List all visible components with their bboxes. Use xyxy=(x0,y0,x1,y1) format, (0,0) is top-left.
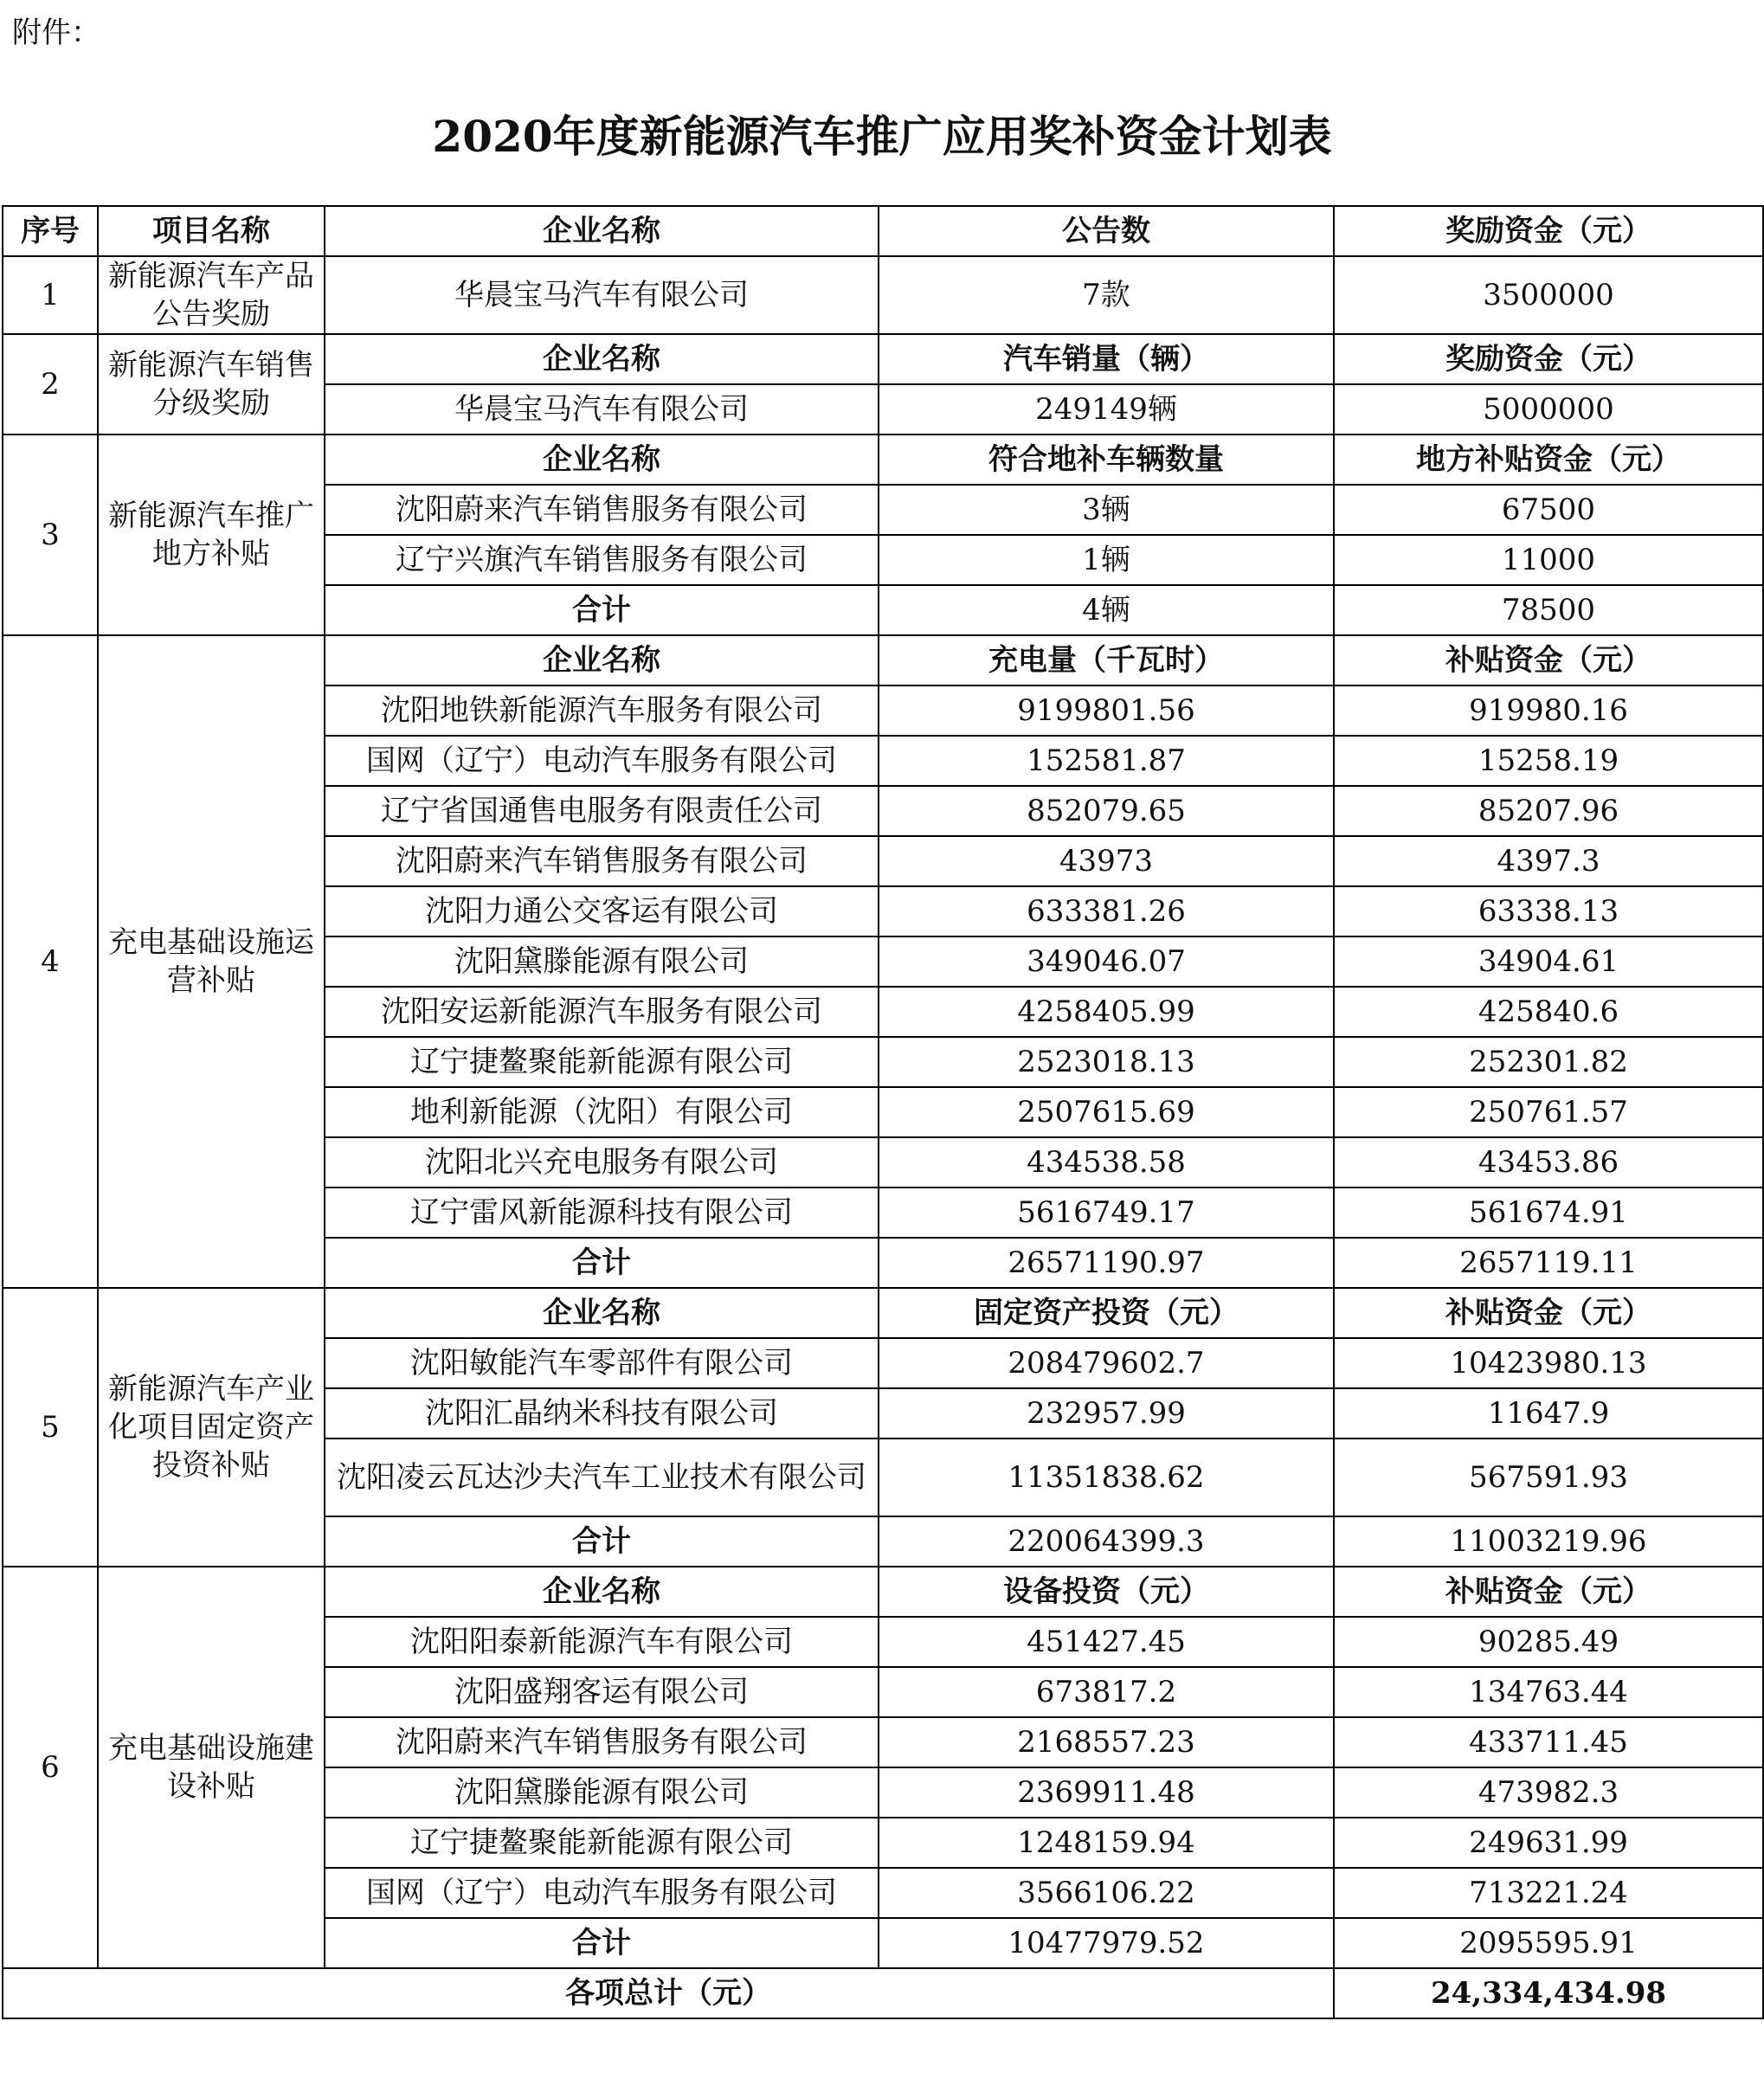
value-cell: 43453.86 xyxy=(1334,1137,1763,1188)
value-cell: 4辆 xyxy=(879,585,1334,635)
company-cell: 沈阳蔚来汽车销售服务有限公司 xyxy=(325,836,879,886)
value-cell: 425840.6 xyxy=(1334,987,1763,1037)
section-header-row xyxy=(3,1288,1763,1338)
value-cell: 3566106.22 xyxy=(879,1868,1334,1918)
attachment-label: 附件： xyxy=(12,16,100,50)
value-cell: 561674.91 xyxy=(1334,1188,1763,1238)
value-cell: 249631.99 xyxy=(1334,1818,1763,1868)
value-cell: 919980.16 xyxy=(1334,685,1763,736)
value-cell: 11003219.96 xyxy=(1334,1516,1763,1567)
value-cell: 10423980.13 xyxy=(1334,1338,1763,1388)
value-cell: 2168557.23 xyxy=(879,1717,1334,1767)
company-cell: 沈阳地铁新能源汽车服务有限公司 xyxy=(325,685,879,736)
value-cell: 63338.13 xyxy=(1334,886,1763,937)
value-cell: 11351838.62 xyxy=(879,1439,1334,1516)
value-cell: 252301.82 xyxy=(1334,1037,1763,1087)
value-cell: 567591.93 xyxy=(1334,1439,1763,1516)
company-cell: 华晨宝马汽车有限公司 xyxy=(325,256,879,334)
value-cell: 2507615.69 xyxy=(879,1087,1334,1137)
subtotal-label: 合计 xyxy=(325,1238,879,1288)
value-cell: 451427.45 xyxy=(879,1617,1334,1667)
value-cell: 5000000 xyxy=(1334,384,1763,434)
company-cell: 沈阳汇晶纳米科技有限公司 xyxy=(325,1388,879,1439)
subtotal-label: 合计 xyxy=(325,1918,879,1968)
value-cell: 10477979.52 xyxy=(879,1918,1334,1968)
company-cell: 辽宁捷鳌聚能新能源有限公司 xyxy=(325,1037,879,1087)
grand-total-row xyxy=(3,1968,1763,2018)
subheader-col3: 地方补贴资金（元） xyxy=(1334,434,1763,485)
header-project: 项目名称 xyxy=(98,206,325,256)
project-cell: 新能源汽车产业化项目固定资产投资补贴 xyxy=(98,1288,325,1567)
company-cell: 辽宁雷风新能源科技有限公司 xyxy=(325,1188,879,1238)
section-header-row xyxy=(3,434,1763,485)
header-company: 企业名称 xyxy=(325,206,879,256)
subtotal-label: 合计 xyxy=(325,1516,879,1567)
project-cell: 新能源汽车推广地方补贴 xyxy=(98,434,325,635)
value-cell: 633381.26 xyxy=(879,886,1334,937)
value-cell: 433711.45 xyxy=(1334,1717,1763,1767)
subheader-company: 企业名称 xyxy=(325,1567,879,1617)
subheader-col3: 补贴资金（元） xyxy=(1334,635,1763,685)
company-cell: 沈阳阳泰新能源汽车有限公司 xyxy=(325,1617,879,1667)
subheader-col2: 充电量（千瓦时） xyxy=(879,635,1334,685)
value-cell: 713221.24 xyxy=(1334,1868,1763,1918)
subtotal-label: 合计 xyxy=(325,585,879,635)
subheader-col3: 补贴资金（元） xyxy=(1334,1288,1763,1338)
subheader-col3: 奖励资金（元） xyxy=(1334,334,1763,384)
company-cell: 华晨宝马汽车有限公司 xyxy=(325,384,879,434)
value-cell: 43973 xyxy=(879,836,1334,886)
company-cell: 沈阳敏能汽车零部件有限公司 xyxy=(325,1338,879,1388)
value-cell: 3辆 xyxy=(879,485,1334,535)
company-cell: 沈阳力通公交客运有限公司 xyxy=(325,886,879,937)
subsidy-table xyxy=(2,205,1764,2019)
value-cell: 11000 xyxy=(1334,535,1763,585)
value-cell: 250761.57 xyxy=(1334,1087,1763,1137)
company-cell: 辽宁省国通售电服务有限责任公司 xyxy=(325,786,879,836)
reward-cell: 3500000 xyxy=(1334,256,1763,334)
grand-total-value: 24,334,434.98 xyxy=(1334,1968,1763,2018)
value-cell: 208479602.7 xyxy=(879,1338,1334,1388)
company-cell: 沈阳蔚来汽车销售服务有限公司 xyxy=(325,1717,879,1767)
section-header-row xyxy=(3,635,1763,685)
company-cell: 沈阳盛翔客运有限公司 xyxy=(325,1667,879,1717)
grand-total-label: 各项总计（元） xyxy=(3,1968,1334,2018)
header-seq: 序号 xyxy=(3,206,98,256)
value-cell: 26571190.97 xyxy=(879,1238,1334,1288)
project-cell: 新能源汽车产品公告奖励 xyxy=(98,256,325,334)
subheader-col2: 汽车销量（辆） xyxy=(879,334,1334,384)
seq-cell: 2 xyxy=(3,334,98,434)
section-header-row xyxy=(3,334,1763,384)
value-cell: 249149辆 xyxy=(879,384,1334,434)
value-cell: 152581.87 xyxy=(879,736,1334,786)
subheader-col2: 设备投资（元） xyxy=(879,1567,1334,1617)
value-cell: 434538.58 xyxy=(879,1137,1334,1188)
value-cell: 673817.2 xyxy=(879,1667,1334,1717)
value-cell: 473982.3 xyxy=(1334,1767,1763,1818)
value-cell: 67500 xyxy=(1334,485,1763,535)
company-cell: 国网（辽宁）电动汽车服务有限公司 xyxy=(325,736,879,786)
value-cell: 2523018.13 xyxy=(879,1037,1334,1087)
value-cell: 34904.61 xyxy=(1334,937,1763,987)
value-cell: 4397.3 xyxy=(1334,836,1763,886)
company-cell: 沈阳黛滕能源有限公司 xyxy=(325,937,879,987)
project-cell: 充电基础设施运营补贴 xyxy=(98,635,325,1288)
subheader-company: 企业名称 xyxy=(325,434,879,485)
value-cell: 85207.96 xyxy=(1334,786,1763,836)
value-cell: 9199801.56 xyxy=(879,685,1334,736)
header-count: 公告数 xyxy=(879,206,1334,256)
seq-cell: 6 xyxy=(3,1567,98,1968)
project-cell: 新能源汽车销售分级奖励 xyxy=(98,334,325,434)
value-cell: 90285.49 xyxy=(1334,1617,1763,1667)
company-cell: 辽宁兴旗汽车销售服务有限公司 xyxy=(325,535,879,585)
subheader-col2: 符合地补车辆数量 xyxy=(879,434,1334,485)
value-cell: 2095595.91 xyxy=(1334,1918,1763,1968)
company-cell: 沈阳蔚来汽车销售服务有限公司 xyxy=(325,485,879,535)
company-cell: 沈阳北兴充电服务有限公司 xyxy=(325,1137,879,1188)
project-cell: 充电基础设施建设补贴 xyxy=(98,1567,325,1968)
value-cell: 15258.19 xyxy=(1334,736,1763,786)
value-cell: 4258405.99 xyxy=(879,987,1334,1037)
seq-cell: 1 xyxy=(3,256,98,334)
subheader-col3: 补贴资金（元） xyxy=(1334,1567,1763,1617)
value-cell: 2369911.48 xyxy=(879,1767,1334,1818)
company-cell: 沈阳黛滕能源有限公司 xyxy=(325,1767,879,1818)
header-reward: 奖励资金（元） xyxy=(1334,206,1763,256)
table-row xyxy=(3,256,1763,334)
value-cell: 5616749.17 xyxy=(879,1188,1334,1238)
seq-cell: 3 xyxy=(3,434,98,635)
value-cell: 1辆 xyxy=(879,535,1334,585)
value-cell: 134763.44 xyxy=(1334,1667,1763,1717)
value-cell: 11647.9 xyxy=(1334,1388,1763,1439)
company-cell: 地利新能源（沈阳）有限公司 xyxy=(325,1087,879,1137)
subheader-col2: 固定资产投资（元） xyxy=(879,1288,1334,1338)
company-cell: 辽宁捷鳌聚能新能源有限公司 xyxy=(325,1818,879,1868)
count-cell: 7款 xyxy=(879,256,1334,334)
company-cell: 国网（辽宁）电动汽车服务有限公司 xyxy=(325,1868,879,1918)
subheader-company: 企业名称 xyxy=(325,635,879,685)
header-row xyxy=(3,206,1763,256)
value-cell: 349046.07 xyxy=(879,937,1334,987)
page-title: 2020年度新能源汽车推广应用奖补资金计划表 xyxy=(432,111,1332,162)
section-header-row xyxy=(3,1567,1763,1617)
value-cell: 232957.99 xyxy=(879,1388,1334,1439)
subheader-company: 企业名称 xyxy=(325,334,879,384)
company-cell: 沈阳凌云瓦达沙夫汽车工业技术有限公司 xyxy=(325,1439,879,1516)
subheader-company: 企业名称 xyxy=(325,1288,879,1338)
value-cell: 852079.65 xyxy=(879,786,1334,836)
value-cell: 78500 xyxy=(1334,585,1763,635)
company-cell: 沈阳安运新能源汽车服务有限公司 xyxy=(325,987,879,1037)
seq-cell: 5 xyxy=(3,1288,98,1567)
value-cell: 1248159.94 xyxy=(879,1818,1334,1868)
value-cell: 220064399.3 xyxy=(879,1516,1334,1567)
seq-cell: 4 xyxy=(3,635,98,1288)
value-cell: 2657119.11 xyxy=(1334,1238,1763,1288)
